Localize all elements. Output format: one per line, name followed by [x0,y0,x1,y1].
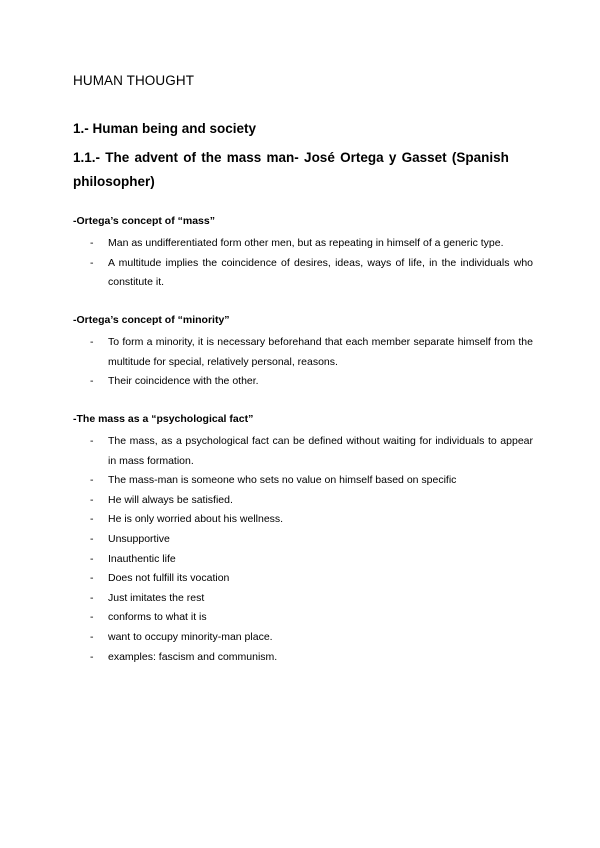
list-item [73,234,533,254]
list-item-text: He will always be satisfied. [108,493,233,506]
mass-list [73,234,533,293]
dash-bullet: - [90,650,94,663]
list-item-text: want to occupy minority-man place. [108,630,273,643]
dash-bullet: - [90,630,94,643]
dash-bullet: - [90,552,94,565]
dash-bullet: - [90,591,94,604]
list-item-text: He is only worried about his wellness. [108,513,284,526]
dash-bullet: - [90,474,94,487]
dash-bullet: - [90,237,94,249]
list-item-text: Just imitates the rest [108,591,205,604]
list-item [73,550,533,570]
dash-bullet: - [90,513,94,526]
list-item [73,628,533,648]
list-item [73,608,533,628]
list-item [73,648,533,668]
list-item-text: Their coincidence with the other. [108,375,259,388]
section-minority [73,313,533,392]
list-item-text: A multitude implies the coincidence of desires, ideas, ways of life, in the individuals who constitute it. [108,256,533,289]
list-item [73,510,533,530]
list-item [73,333,533,372]
list-item-text: conforms to what it is [108,611,207,624]
dash-bullet: - [90,532,94,545]
dash-bullet: - [90,435,94,447]
section-psychological-fact [73,412,533,667]
list-item-text: The mass-man is someone who sets no value on himself based on specific [108,474,457,487]
section-mass [73,214,533,293]
dash-bullet: - [90,572,94,585]
list-item-text: Does not fulfill its vocation [108,572,230,585]
list-item [73,254,533,293]
list-item [73,569,533,589]
list-item [73,432,533,471]
list-item [73,589,533,609]
list-item [73,471,533,491]
psychological-fact-list [73,432,533,667]
list-item-text: Man as undifferentiated form other men, but as repeating in himself of a generic type. [108,237,504,249]
list-item [73,530,533,550]
dash-bullet: - [90,336,94,348]
subsection-heading-mass: -Ortega’s concept of “mass” [73,215,215,227]
document-title: HUMAN THOUGHT [73,73,195,88]
dash-bullet: - [90,375,94,388]
subsection-heading-psychological-fact: -The mass as a “psychological fact” [73,413,254,425]
section-heading-1-1: 1.1.- The advent of the mass man- José Ortega y Gasset (Spanish philosopher) [73,150,509,189]
list-item-text: The mass, as a psychological fact can be defined without waiting for individuals to appear in mass formation. [108,435,533,467]
minority-list [73,333,533,392]
list-item-text: Unsupportive [108,532,170,545]
dash-bullet: - [90,493,94,506]
list-item [73,491,533,511]
list-item-text: examples: fascism and communism. [108,650,278,663]
dash-bullet: - [90,611,94,624]
list-item [73,372,533,392]
list-item-text: Inauthentic life [108,552,176,565]
subsection-heading-minority: -Ortega’s concept of “minority” [73,314,230,326]
section-heading-1: 1.- Human being and society [73,121,257,136]
dash-bullet: - [90,256,94,269]
list-item-text: To form a minority, it is necessary beforehand that each member separate himself from the multitude for special, relatively personal, reasons. [108,336,533,368]
